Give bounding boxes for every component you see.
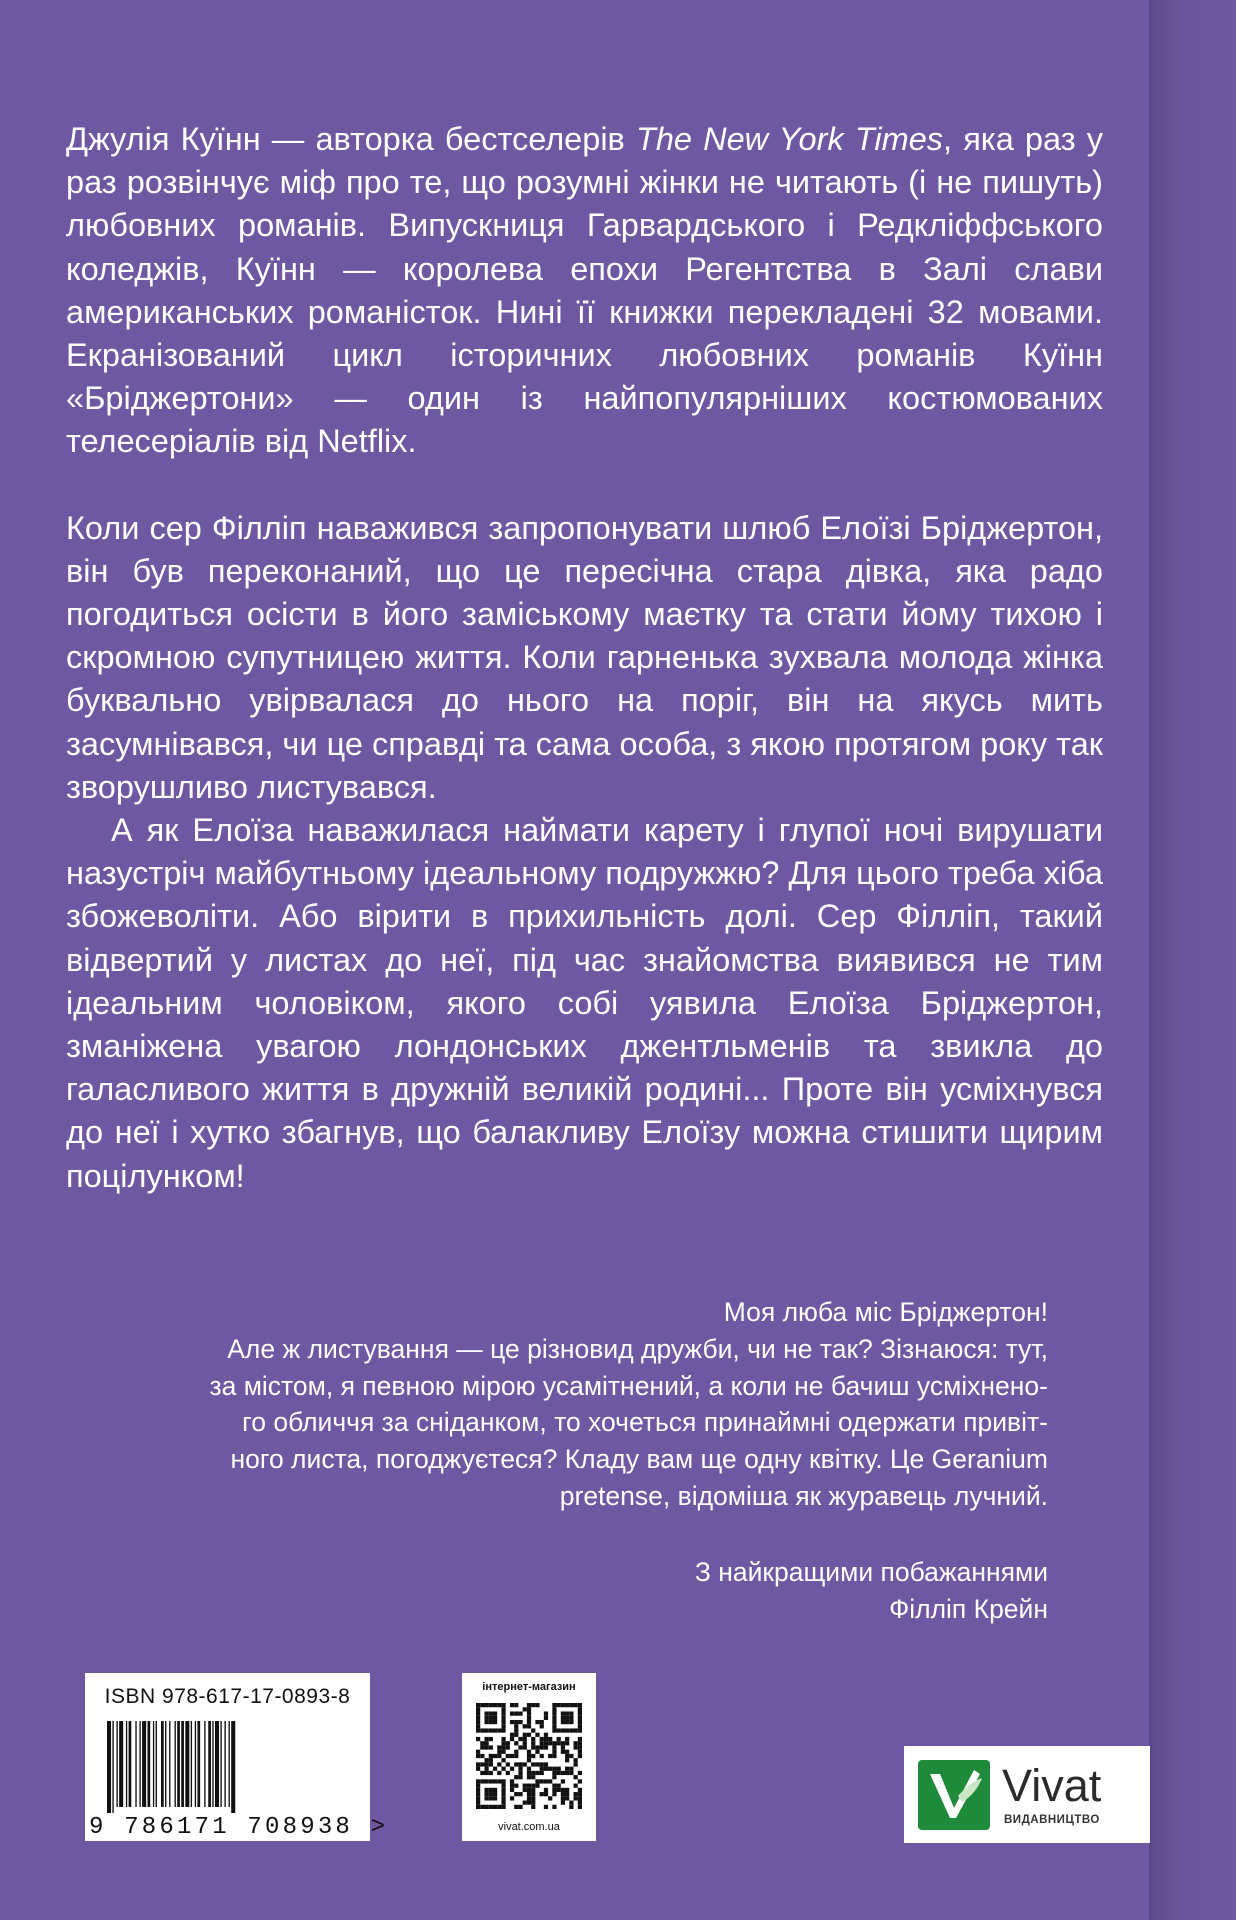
back-cover-text [66,118,1103,1198]
letter-line: Моя люба міс Бріджертон! [723,1297,1048,1327]
barcode-digits: 9 786171 708938 > [89,1814,389,1841]
barcode-icon [107,1721,347,1813]
qr-top-label: інтернет-магазин [482,1681,576,1693]
about-author-text-start: Джулія Куїнн — авторка бестселерів [66,121,636,157]
spine-edge [1149,0,1152,1920]
vivat-leaf-icon [918,1760,990,1830]
letter-line: Але ж листування — це різновид дружби, чи не так? Зізнаюся: тут, [227,1333,1048,1364]
letter-signature: Філліп Крейн [889,1593,1048,1624]
about-author-text-end: , яка раз у раз розвінчує міф про те, що розумні жінки не читають (і не пишуть) любовних романів. Випускниця Гарвардського і Редкліффського коледжів, Куїнн — королева епохи Регентства в Залі слави американських романісток. Нині її книжки перекладені 32 мовами. Екранізований цикл історичних любовних романів Куїнн «Бріджертони» — один із найпопулярніших костюмованих телесеріалів від Netflix. [66,121,1104,460]
publisher-logo [904,1746,1150,1843]
qr-block [462,1673,596,1841]
publisher-name: Vivat [1002,1760,1102,1811]
letter-line: pretense, відоміша як журавець лучний. [559,1480,1048,1511]
isbn-barcode-block [85,1673,389,1841]
isbn-label: ISBN 978-617-17-0893-8 [104,1685,351,1708]
letter-excerpt [136,1294,1048,1627]
publisher-subtitle: ВИДАВНИЦТВО [1004,1814,1100,1826]
synopsis-paragraph-1: Коли сер Філліп наважився запропонувати шлюб Елоїзі Бріджертон, він був переконаний, що це пересічна стара дівка, яка радо погодиться осісти в його заміському маєтку та стати йому тихою і скромною супутницею життя. Коли гарненька зухвала молода жінка буквально увірвалася до нього на поріг, він на якусь мить засумнівався, чи це справді та сама особа, з якою протягом року так зворушливо листувався. [66,509,1103,805]
qr-bottom-label: vivat.com.ua [498,1821,560,1833]
about-author-paragraph [66,118,1103,464]
synopsis-paragraph-2: А як Елоїза наважилася наймати карету і глупої ночі вирушати назустріч майбутньому ідеальному подружжю? Для цього треба хіба збожеволіти. Або вірити в прихильність долі. Сер Філліп, такий відвертий у листах до неї, під час знайомства виявився не тим ідеальним чоловіком, якого собі уявила Елоїза Бріджертон, зманіжена увагою лондонських джентльменів та звикла до галасливого життя в дружній великій родині... Проте він усміхнувся до неї і хутко збагнув, що балакливу Елоїзу можна стишити щирим поцілунком! [66,812,1104,1194]
letter-line: за містом, я певною мірою усамітнений, а коли не бачиш усміхнено- [209,1370,1048,1401]
letter-closing: З найкращими побажаннями [694,1556,1048,1587]
qr-code-icon [476,1703,582,1809]
letter-line: го обличчя за сніданком, то хочеться принаймні одержати привіт- [242,1407,1048,1438]
letter-line: ного листа, погоджуєтеся? Кладу вам ще одну квітку. Це Geranium [230,1444,1048,1475]
newspaper-title: The New York Times [635,121,944,157]
book-spine [1152,0,1236,1920]
